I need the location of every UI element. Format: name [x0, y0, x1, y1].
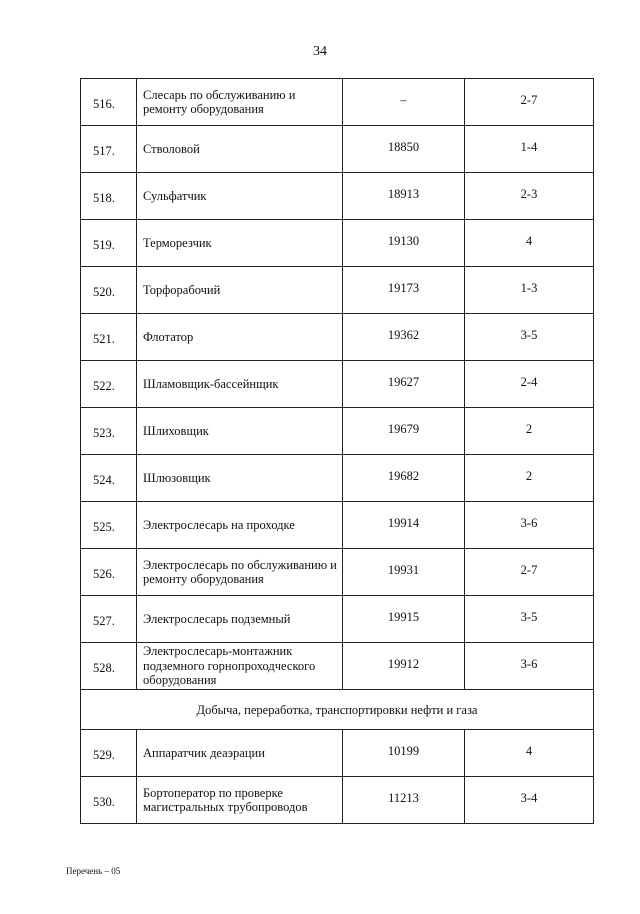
table-row — [81, 596, 594, 643]
occupation-name: Аппаратчик деаэрации — [137, 730, 343, 777]
occupation-name: Флотатор — [137, 314, 343, 361]
table-row — [81, 220, 594, 267]
occupation-code: 19130 — [343, 220, 465, 267]
occupation-code: 19362 — [343, 314, 465, 361]
occupation-code: 19914 — [343, 502, 465, 549]
grade-range: 3-4 — [465, 777, 594, 824]
section-header-row — [81, 690, 594, 730]
table-row — [81, 777, 594, 824]
grade-range: 2-4 — [465, 361, 594, 408]
occupation-name: Шлюзовщик — [137, 455, 343, 502]
occupation-name: Слесарь по обслуживанию и ремонту оборудования — [137, 79, 343, 126]
grade-range: 2 — [465, 455, 594, 502]
occupation-code: 11213 — [343, 777, 465, 824]
occupation-code: 19679 — [343, 408, 465, 455]
table-row — [81, 173, 594, 220]
table-row — [81, 502, 594, 549]
grade-range: 2-3 — [465, 173, 594, 220]
row-number: 524. — [81, 455, 137, 502]
occupation-code: 19931 — [343, 549, 465, 596]
row-number: 518. — [81, 173, 137, 220]
row-number: 526. — [81, 549, 137, 596]
grade-range: 1-3 — [465, 267, 594, 314]
occupation-code: 19912 — [343, 643, 465, 690]
occupation-name: Бортоператор по проверке магистральных трубопроводов — [137, 777, 343, 824]
section-title: Добыча, переработка, транспортировки нефти и газа — [81, 690, 594, 730]
grade-range: 3-6 — [465, 643, 594, 690]
grade-range: 4 — [465, 220, 594, 267]
occupation-code: 19627 — [343, 361, 465, 408]
row-number: 529. — [81, 730, 137, 777]
row-number: 520. — [81, 267, 137, 314]
row-number: 521. — [81, 314, 137, 361]
occupation-name: Торфорабочий — [137, 267, 343, 314]
row-number: 517. — [81, 126, 137, 173]
row-number: 516. — [81, 79, 137, 126]
row-number: 523. — [81, 408, 137, 455]
grade-range: 1-4 — [465, 126, 594, 173]
grade-range: 3-6 — [465, 502, 594, 549]
page-number: 34 — [313, 44, 327, 59]
row-number: 525. — [81, 502, 137, 549]
footer-label: Перечень – 05 — [66, 866, 121, 876]
table-row — [81, 455, 594, 502]
occupation-code: 19173 — [343, 267, 465, 314]
occupation-name: Электрослесарь подземный — [137, 596, 343, 643]
row-number: 522. — [81, 361, 137, 408]
occupation-name: Электрослесарь по обслуживанию и ремонту оборудования — [137, 549, 343, 596]
row-number: 527. — [81, 596, 137, 643]
table-row — [81, 549, 594, 596]
occupation-name: Шлиховщик — [137, 408, 343, 455]
table-row — [81, 643, 594, 690]
occupation-name: Сульфатчик — [137, 173, 343, 220]
row-number: 528. — [81, 643, 137, 690]
occupation-code: – — [343, 79, 465, 126]
occupation-code: 19682 — [343, 455, 465, 502]
occupation-name: Электрослесарь-монтажник подземного горнопроходческого оборудования — [137, 643, 343, 690]
table-body-oil-gas — [81, 730, 594, 824]
table-body-mining — [81, 79, 594, 690]
row-number: 519. — [81, 220, 137, 267]
table-row — [81, 730, 594, 777]
table-row — [81, 314, 594, 361]
occupations-table — [80, 78, 594, 824]
grade-range: 2-7 — [465, 79, 594, 126]
occupation-name: Шламовщик-бассейнщик — [137, 361, 343, 408]
table-row — [81, 361, 594, 408]
table-row — [81, 79, 594, 126]
occupation-code: 18850 — [343, 126, 465, 173]
occupation-name: Стволовой — [137, 126, 343, 173]
grade-range: 3-5 — [465, 314, 594, 361]
table-row — [81, 267, 594, 314]
grade-range: 3-5 — [465, 596, 594, 643]
occupation-name: Электрослесарь на проходке — [137, 502, 343, 549]
row-number: 530. — [81, 777, 137, 824]
section-header-body — [81, 690, 594, 730]
occupation-code: 10199 — [343, 730, 465, 777]
table-row — [81, 408, 594, 455]
grade-range: 2 — [465, 408, 594, 455]
grade-range: 2-7 — [465, 549, 594, 596]
occupation-code: 18913 — [343, 173, 465, 220]
occupation-name: Терморезчик — [137, 220, 343, 267]
occupation-code: 19915 — [343, 596, 465, 643]
table-row — [81, 126, 594, 173]
grade-range: 4 — [465, 730, 594, 777]
